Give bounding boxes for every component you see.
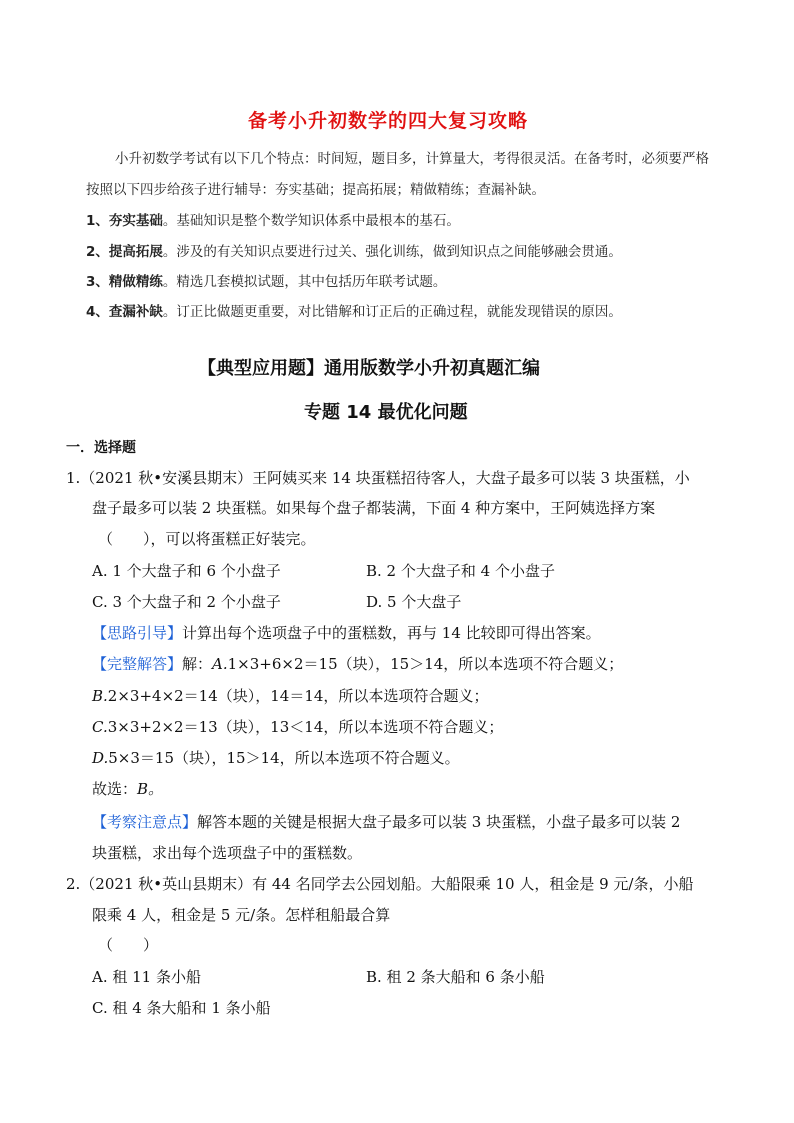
answer-letter: C.: [92, 718, 108, 736]
intro-line-2: 按照以下四步给孩子进行辅导：夯实基础；提高拓展；精做精练；查漏补缺。: [86, 182, 545, 198]
section-title: 一．选择题: [66, 440, 136, 456]
tip-4: [86, 300, 622, 320]
hint-tag: 【思路引导】: [92, 624, 183, 642]
q1-answer-line-1: [92, 653, 623, 674]
tip-label: 1、夯实基础: [86, 213, 163, 229]
q1-hint: [92, 622, 601, 643]
q1-option-c: C. 3 个大盘子和 2 个小盘子: [92, 593, 281, 611]
tip-label: 2、提高拓展: [86, 244, 163, 260]
q2-stem-line-3: （ ）: [98, 936, 159, 954]
tip-text: 。涉及的有关知识点要进行过关、强化训练，做到知识点之间能够融会贯通。: [162, 244, 622, 260]
choice-prefix: 故选：: [92, 780, 138, 798]
choice-letter: B。: [137, 780, 164, 798]
answer-tag: 【完整解答】: [92, 655, 183, 673]
tip-1: [86, 209, 460, 229]
heading-topic: 专题 14 最优化问题: [304, 402, 468, 423]
q2-stem-line-1: 2.（2021 秋•英山县期末）有 44 名同学去公园划船。大船限乘 10 人，租金是 9 元/条，小船: [66, 875, 694, 893]
answer-letter: B.: [92, 687, 108, 705]
q1-choice: [92, 778, 163, 799]
tip-label: 3、精做精练: [86, 274, 163, 290]
heading-collection: 【典型应用题】通用版数学小升初真题汇编: [198, 358, 540, 379]
q2-stem-line-2: 限乘 4 人，租金是 5 元/条。怎样租船最合算: [92, 906, 391, 924]
q2-option-b: B. 租 2 条大船和 6 条小船: [366, 968, 545, 986]
hint-text: 计算出每个选项盘子中的蛋糕数，再与 14 比较即可得出答案。: [182, 624, 601, 642]
answer-text: 2×3+4×2＝14（块），14＝14，所以本选项符合题义；: [107, 687, 489, 705]
q1-answer-line-3: [92, 716, 503, 737]
q1-note-line-1: [92, 811, 680, 832]
answer-letter: A.: [212, 655, 228, 673]
tip-3: [86, 270, 446, 290]
main-title: 备考小升初数学的四大复习攻略: [248, 110, 529, 132]
answer-letter: D.: [92, 749, 109, 767]
answer-text: 1×3+6×2＝15（块），15＞14，所以本选项不符合题义；: [227, 655, 624, 673]
note-tag: 【考察注意点】: [92, 813, 198, 831]
q1-stem-line-2: 盘子最多可以装 2 块蛋糕。如果每个盘子都装满，下面 4 种方案中，王阿姨选择方案: [92, 499, 656, 517]
answer-text: 3×3+2×2＝13（块），13＜14，所以本选项不符合题义；: [107, 718, 504, 736]
q1-option-a: A. 1 个大盘子和 6 个小盘子: [92, 562, 281, 580]
answer-text: 5×3＝15（块），15＞14，所以本选项不符合题义。: [108, 749, 460, 767]
tip-text: 。订正比做题更重要，对比错解和订正后的正确过程，就能发现错误的原因。: [162, 304, 622, 320]
q2-option-c: C. 租 4 条大船和 1 条小船: [92, 999, 271, 1017]
tip-text: 。基础知识是整个数学知识体系中最根本的基石。: [162, 213, 460, 229]
q1-option-d: D. 5 个大盘子: [366, 593, 462, 611]
q1-stem-line-1: 1.（2021 秋•安溪县期末）王阿姨买来 14 块蛋糕招待客人，大盘子最多可以装 3 块蛋糕，小: [66, 469, 690, 487]
answer-intro: 解：: [182, 655, 213, 673]
tip-text: 。精选几套模拟试题，其中包括历年联考试题。: [162, 274, 447, 290]
tip-2: [86, 240, 622, 260]
note-text: 解答本题的关键是根据大盘子最多可以装 3 块蛋糕，小盘子最多可以装 2: [197, 813, 681, 831]
q1-option-b: B. 2 个大盘子和 4 个小盘子: [366, 562, 555, 580]
q1-note-line-2: 块蛋糕，求出每个选项盘子中的蛋糕数。: [92, 844, 363, 862]
q1-answer-line-4: [92, 747, 460, 768]
q2-option-a: A. 租 11 条小船: [92, 968, 201, 986]
q1-stem-line-3: （ ），可以将蛋糕正好装完。: [98, 530, 316, 548]
intro-line-1: 小升初数学考试有以下几个特点：时间短，题目多，计算量大，考得很灵活。在备考时，必须要严格: [115, 151, 709, 167]
tip-label: 4、查漏补缺: [86, 304, 163, 320]
q1-answer-line-2: [92, 685, 488, 706]
